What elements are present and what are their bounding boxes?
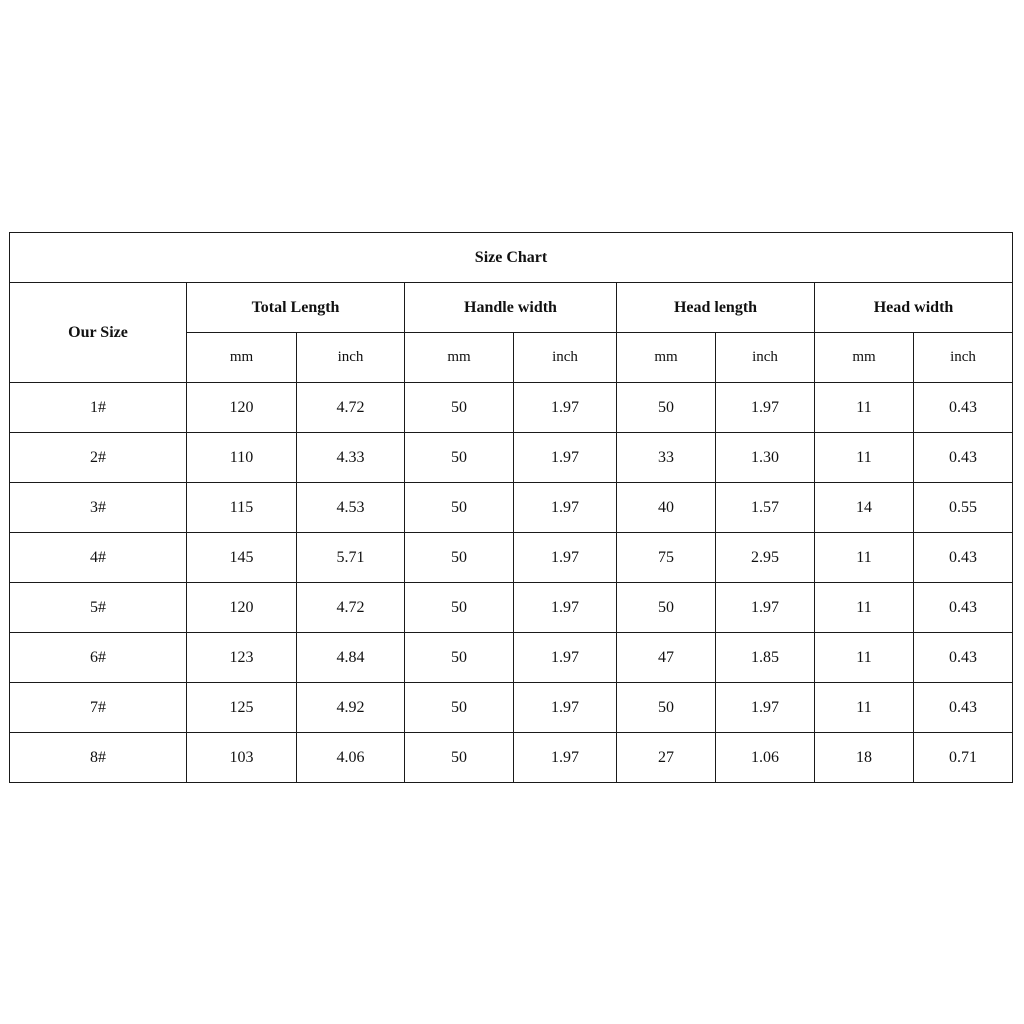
table-cell: 1.97 [716,383,815,433]
table-cell: 50 [405,633,514,683]
table-cell: 0.71 [914,733,1013,783]
unit-header-cell: inch [297,333,405,383]
table-cell: 18 [815,733,914,783]
table-cell: 1.97 [514,633,617,683]
table-row [10,383,1013,433]
unit-header-cell: inch [716,333,815,383]
table-cell: 4.33 [297,433,405,483]
table-cell: 50 [405,733,514,783]
table-cell: 47 [617,633,716,683]
head-width-header: Head width [815,283,1013,333]
table-cell: 1.97 [514,583,617,633]
table-cell: 50 [405,583,514,633]
head-length-header: Head length [617,283,815,333]
table-cell: 5.71 [297,533,405,583]
table-cell: 27 [617,733,716,783]
table-cell: 1.97 [514,483,617,533]
unit-header-cell: mm [815,333,914,383]
table-cell: 123 [187,633,297,683]
size-label-cell: 7# [10,683,187,733]
table-row [10,433,1013,483]
table-row [10,733,1013,783]
table-cell: 0.43 [914,683,1013,733]
table-cell: 1.97 [716,583,815,633]
table-cell: 2.95 [716,533,815,583]
table-cell: 4.92 [297,683,405,733]
size-label-cell: 6# [10,633,187,683]
table-cell: 50 [405,483,514,533]
table-cell: 40 [617,483,716,533]
table-cell: 11 [815,433,914,483]
table-cell: 1.97 [514,383,617,433]
table-cell: 50 [405,683,514,733]
table-cell: 50 [617,583,716,633]
table-cell: 0.43 [914,583,1013,633]
table-row [10,583,1013,633]
table-cell: 115 [187,483,297,533]
table-cell: 11 [815,533,914,583]
table-title: Size Chart [10,233,1013,283]
size-label-cell: 3# [10,483,187,533]
size-label-cell: 1# [10,383,187,433]
table-cell: 11 [815,683,914,733]
table-cell: 0.55 [914,483,1013,533]
table-cell: 14 [815,483,914,533]
unit-header-cell: inch [514,333,617,383]
table-cell: 11 [815,633,914,683]
total-length-header: Total Length [187,283,405,333]
table-cell: 1.97 [514,683,617,733]
table-cell: 4.72 [297,383,405,433]
unit-header-cell: mm [187,333,297,383]
table-cell: 0.43 [914,433,1013,483]
table-cell: 1.85 [716,633,815,683]
table-cell: 4.84 [297,633,405,683]
table-cell: 125 [187,683,297,733]
table-cell: 1.97 [514,433,617,483]
unit-header-cell: mm [405,333,514,383]
size-chart-table [9,232,1013,783]
table-cell: 1.06 [716,733,815,783]
table-cell: 1.97 [514,533,617,583]
table-cell: 50 [617,383,716,433]
table-cell: 1.30 [716,433,815,483]
table-cell: 4.06 [297,733,405,783]
table-cell: 145 [187,533,297,583]
table-cell: 103 [187,733,297,783]
unit-header-cell: inch [914,333,1013,383]
table-cell: 4.72 [297,583,405,633]
size-label-cell: 2# [10,433,187,483]
table-cell: 120 [187,583,297,633]
table-cell: 50 [405,433,514,483]
handle-width-header: Handle width [405,283,617,333]
table-cell: 0.43 [914,633,1013,683]
table-cell: 11 [815,383,914,433]
table-cell: 1.97 [716,683,815,733]
our-size-header: Our Size [10,283,187,383]
table-cell: 110 [187,433,297,483]
table-cell: 50 [405,533,514,583]
table-cell: 1.57 [716,483,815,533]
table-cell: 0.43 [914,383,1013,433]
table-cell: 50 [405,383,514,433]
table-row [10,483,1013,533]
table-cell: 75 [617,533,716,583]
unit-header-cell: mm [617,333,716,383]
table-row [10,683,1013,733]
group-header-row [10,283,1013,333]
title-row [10,233,1013,283]
table-row [10,533,1013,583]
table-cell: 50 [617,683,716,733]
table-cell: 120 [187,383,297,433]
table-cell: 1.97 [514,733,617,783]
size-label-cell: 8# [10,733,187,783]
table-cell: 11 [815,583,914,633]
table-cell: 0.43 [914,533,1013,583]
table-cell: 33 [617,433,716,483]
size-label-cell: 4# [10,533,187,583]
size-label-cell: 5# [10,583,187,633]
table-row [10,633,1013,683]
table-cell: 4.53 [297,483,405,533]
